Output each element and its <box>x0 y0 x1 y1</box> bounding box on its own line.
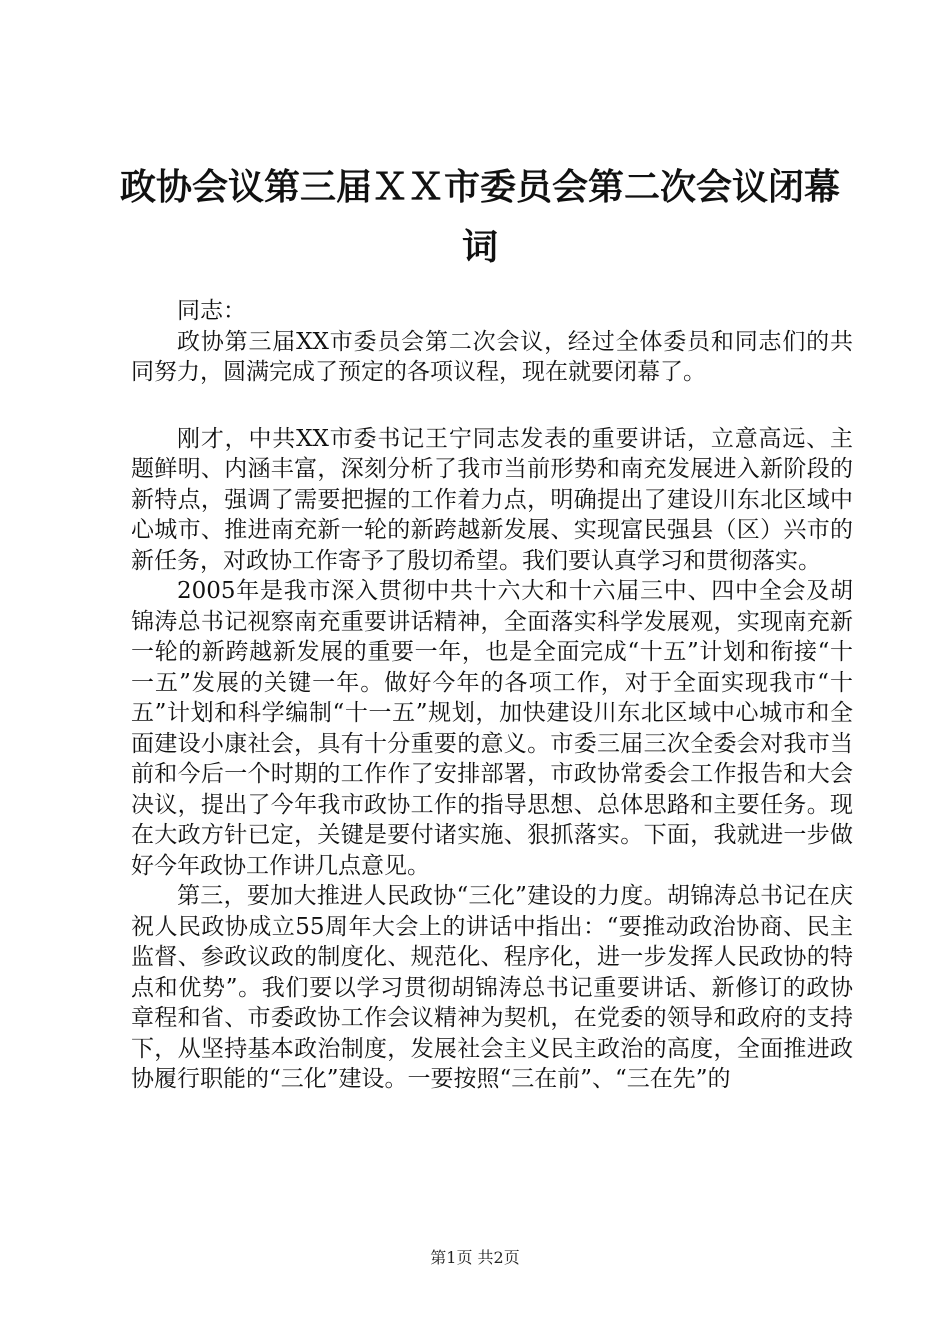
paragraph-2: 刚才，中共XX市委书记王宁同志发表的重要讲话，立意高远、主题鲜明、内涵丰富，深刻分析了我市当前形势和南充发展进入新阶段的新特点，强调了需要把握的工作着力点，明确提出了建设川东北区域中心城市、推进南充新一轮的新跨越新发展、实现富民强县（区）兴市的新任务，对政协工作寄予了殷切希望。我们要认真学习和贯彻落实。 <box>131 425 853 574</box>
page-footer: 第1页 共2页 <box>430 1248 520 1267</box>
paragraph-gap <box>131 388 853 424</box>
paragraph-3: 2005年是我市深入贯彻中共十六大和十六届三中、四中全会及胡锦涛总书记视察南充重要讲话精神，全面落实科学发展观，实现南充新一轮的新跨越新发展的重要一年，也是全面完成“十五”计划和衔接“十一五”发展的关键一年。做好今年的各项工作，对于全面实现我市“十五”计划和科学编制“十一五”规划，加快建设川东北区域中心城市和全面建设小康社会，具有十分重要的意义。市委三届三次全委会对我市当前和今后一个时期的工作作了安排部署，市政协常委会工作报告和大会决议，提出了今年我市政协工作的指导思想、总体思路和主要任务。现在大政方针已定，关键是要付诸实施、狠抓落实。下面，我就进一步做好今年政协工作讲几点意见。 <box>131 578 853 879</box>
salutation: 同志： <box>177 298 246 324</box>
title-line-1: 政协会议第三届ＸＸ市委员会第二次会议闭幕 <box>119 167 840 208</box>
paragraph-1: 政协第三届XX市委员会第二次会议，经过全体委员和同志们的共同努力，圆满完成了预定的各项议程，现在就要闭幕了。 <box>131 328 853 385</box>
title-line-2: 词 <box>461 227 498 268</box>
document-body <box>131 296 853 1095</box>
document-title <box>110 158 850 278</box>
paragraph-4: 第三，要加大推进人民政协“三化”建设的力度。胡锦涛总书记在庆祝人民政协成立55周年大会上的讲话中指出：“要推动政治协商、民主监督、参政议政的制度化、规范化、程序化，进一步发挥人民政协的特点和优势”。我们要以学习贯彻胡锦涛总书记重要讲话、新修订的政协章程和省、市委政协工作会议精神为契机，在党委的领导和政府的支持下，从坚持基本政治制度，发展社会主义民主政治的高度，全面推进政协履行职能的“三化”建设。一要按照“三在前”、“三在先”的 <box>131 883 853 1092</box>
